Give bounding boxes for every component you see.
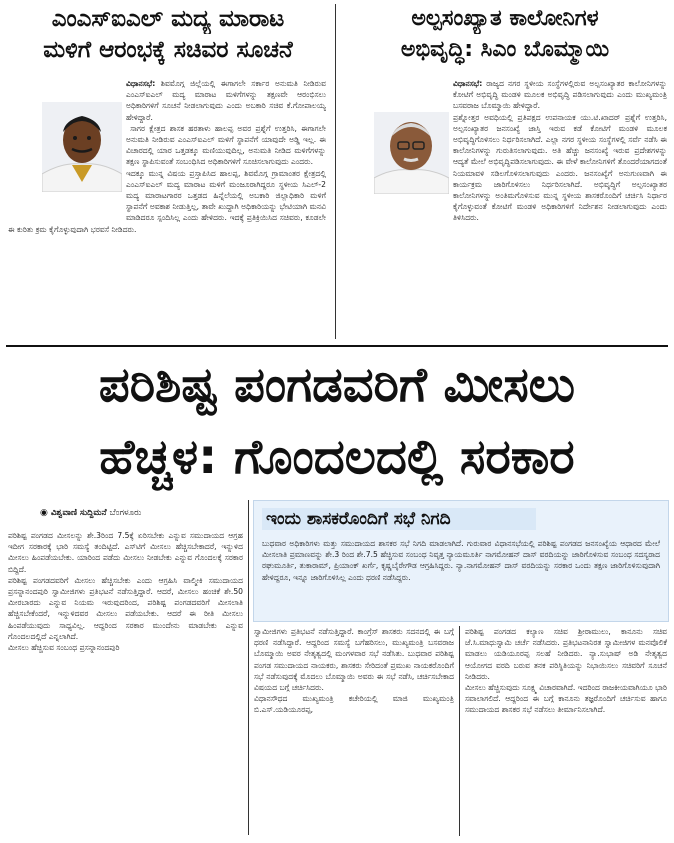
- main-column-divider-2: [459, 626, 460, 836]
- main-headline-line-1: ಪರಿಶಿಷ್ಟ ಪಂಗಡವರಿಗೆ ಮೀಸಲು: [98, 357, 576, 413]
- left-para-2: ಸಾಗರ ಕ್ಷೇತ್ರದ ಶಾಸಕ ಹರತಾಳು ಹಾಲಪ್ಪ ಅವರ ಪ್ರಶ್ನೆಗೆ ಉತ್ತರಿಸಿ, ಈಗಾಗಲೇ ಅನುಮತಿ ನೀಡಿರುವ ಎಂಎಸ್‌ಐಎಲ್ ಮಳಿಗೆ ಸ್ಥಾಪನೆಗೆ ಯಾವುದೇ ಅಡ್ಡಿ ಇಲ್ಲ. ಈ ವಿಚಾರದಲ್ಲಿ ಯಾರ ಒತ್ತಡಕ್ಕೂ ಮಣಿಯುವುದಿಲ್ಲ, ಅನುಮತಿ ನೀಡಿದ ಮಳಿಗೆಗಳನ್ನು ತಕ್ಷಣ ಸ್ಥಾಪಿಸುವಂತೆ ಸಂಬಂಧಿಸಿದ ಅಧಿಕಾರಿಗಳಿಗೆ ಸೂಚಿಸಲಾಗುವುದು ಎಂದರು.: [126, 123, 326, 167]
- right-para-2: ಪ್ರಶ್ನೋತ್ತರ ಅವಧಿಯಲ್ಲಿ ಪ್ರತಿಪಕ್ಷದ ಉಪನಾಯಕ ಯು.ಟಿ.ಖಾದರ್ ಪ್ರಶ್ನೆಗೆ ಉತ್ತರಿಸಿ, ಅಲ್ಪಸಂಖ್ಯಾತರ ಜನಸಂಖ್ಯೆ ಜಾಸ್ತಿ ಇರುವ ಕಡೆ ಕೋಟಿಗೆ ಮಂಡಳಿ ಮೂಲಕ ಅಭಿವೃದ್ಧಿಗೊಳಿಸಲು ನಿರ್ಧರಿಸಲಾಗಿದೆ. ಎಲ್ಲಾ ನಗರ ಸ್ಥಳೀಯ ಸಂಸ್ಥೆಗಳಲ್ಲಿ ಸರ್ವೆ ನಡೆಸಿ ಈ ಕಾಲೋನಿಗಳನ್ನು ಗುರುತಿಸಲಾಗುವುದು. ಅತಿ ಹೆಚ್ಚು ಜನಸಂಖ್ಯೆ ಇರುವ ಪ್ರದೇಶಗಳನ್ನು ಆದ್ಯತೆ ಮೇಲೆ ಅಭಿವೃದ್ಧಿಪಡಿಸಲಾಗುವುದು. ಈ ವೇಳೆ ಕಾಲೋನಿಗಳಿಗೆ ತೊಂದರೆಯಾಗದಂತೆ ನಿಯಮಾವಳಿ ಸಡಿಲಗೊಳಿಸಲಾಗುವುದು ಎಂದರು. ಜನಸಂಖ್ಯೆಗೆ ಅನುಗುಣವಾಗಿ ಈ ಕಾರ್ಯಕ್ರಮ ಜಾರಿಗೊಳಿಸಲು ನಿರ್ಧರಿಸಲಾಗಿದೆ. ಅಭಿವೃದ್ಧಿಗೆ ಅಲ್ಪಸಂಖ್ಯಾತರ ಕಾಲೋನಿಗಳನ್ನು ಅಂತಿಮಗೊಳಿಸುವ ಮುನ್ನ ಸ್ಥಳೀಯ ಶಾಸಕರೊಂದಿಗೆ ಚರ್ಚಿಸಿ ನಿರ್ಧಾರ ಕೈಗೊಳ್ಳುವಂತೆ ಕೋಟಿಗೆ ಮಂಡಳಿ ಅಧಿಕಾರಿಗಳಿಗೆ ನಿರ್ದೇಶನ ನೀಡಲಾಗುವುದು ಎಂದು ತಿಳಿಸಿದರು.: [453, 112, 667, 223]
- sidebar-box-text: ಬುಧವಾರ ಅಧಿಕಾರಿಗಳು ಮತ್ತು ಸಮುದಾಯದ ಶಾಸಕರ ಸಭೆ ನಿಗದಿ ಮಾಡಲಾಗಿದೆ. ಗುರುವಾರ ವಿಧಾನಸಭೆಯಲ್ಲಿ ಪರಿಶಿಷ್ಟ ಪಂಗಡದ ಜನಸಂಖ್ಯೆಯ ಆಧಾರದ ಮೇಲೆ ಮೀಸಲಾತಿ ಪ್ರಮಾಣವನ್ನು ಶೇ.3 ರಿಂದ ಶೇ.7.5 ಹೆಚ್ಚಿಸುವ ಸಂಬಂಧ ನಿವೃತ್ತ ನ್ಯಾಯಮೂರ್ತಿ ನಾಗಮೋಹನ್ ದಾಸ್ ವರದಿಯನ್ನು ಜಾರಿಗೊಳಿಸುವ ಸಂಬಂಧ ಸದಸ್ಯರಾದ ರಘುಮೂರ್ತಿ, ತುಕಾರಾಮ್, ಪ್ರಿಯಾಂಕ್ ಖರ್ಗೆ, ಕೃಷ್ಣಬೈರೇಗೌಡ ಆಗ್ರಹಿಸಿದ್ದರು. ನ್ಯಾ.ನಾಗಮೋಹನ್ ದಾಸ್ ವರದಿಯನ್ನು ಸರಕಾರ ಒಂದು ತಕ್ಷಣ ಜಾರಿಗೊಳಿಸುವುದಾಗಿ ಹೇಳಿದ್ದರೂ, ಇನ್ನೂ ಜಾರಿಗೊಳಿಸಿಲ್ಲ ಎಂದು ಧರಣಿ ನಡೆಸಿದ್ದರು.: [262, 539, 660, 582]
- byline-source: ವಿಶ್ವವಾಣಿ ಸುದ್ದಿಮನೆ: [50, 508, 107, 518]
- main-col3-para-2: ಮೀಸಲು ಹೆಚ್ಚಿಸುವುದು ಸೂಕ್ಷ್ಮ ವಿಚಾರವಾಗಿದೆ. ಇದರಿಂದ ರಾಜಕೀಯವಾಗಿಯೂ ಭಾರಿ ಸವಾಲಾಗಲಿದೆ. ಆದ್ದರಿಂದ ಈ ಬಗ್ಗೆ ಕಾನೂನು ತಜ್ಞರೊಂದಿಗೆ ಚರ್ಚಿಸುವ ಹಾಗೂ ಸಮುದಾಯದ ಶಾಸಕರ ಸಭೆ ನಡೆಸಲು ತೀರ್ಮಾನಿಸಲಾಗಿದೆ.: [465, 683, 667, 715]
- left-dateline: ವಿಧಾನಸಭೆ:: [126, 79, 156, 88]
- right-intro: ರಾಜ್ಯದ ನಗರ ಸ್ಥಳೀಯ ಸಂಸ್ಥೆಗಳಲ್ಲಿರುವ ಅಲ್ಪಸಂಖ್ಯಾತರ ಕಾಲೋನಿಗಳನ್ನು ಕೋಟಿಗೆ ಅಭಿವೃದ್ಧಿ ಮಂಡಳಿ ಮೂಲಕ ಅಭಿವೃದ್ಧಿ ಪಡಿಸಲಾಗುವುದು ಎಂದು ಮುಖ್ಯಮಂತ್ರಿ ಬಸವರಾಜ ಬೊಮ್ಮಾಯಿ ಹೇಳಿದ್ದಾರೆ.: [453, 79, 667, 111]
- main-headline-line-2: ಹೆಚ್ಚಳ: ಗೊಂದಲದಲ್ಲಿ ಸರಕಾರ: [99, 429, 575, 485]
- sidebar-box-title: ಇಂದು ಶಾಸಕರೊಂದಿಗೆ ಸಭೆ ನಿಗದಿ: [262, 508, 536, 530]
- main-col1-para-3: ಮೀಸಲು ಹೆಚ್ಚಿಸುವ ಸಂಬಂಧ ಪ್ರಸನ್ನಾನಂದಪುರಿ: [8, 643, 120, 653]
- left-intro: ಶಿವಮೊಗ್ಗ ಜಿಲ್ಲೆಯಲ್ಲಿ ಈಗಾಗಲೇ ಸರ್ಕಾರ ಅನುಮತಿ ನೀಡಿರುವ ಎಂಎಸ್‌ಐಎಲ್ ಮದ್ಯ ಮಾರಾಟ ಮಳಿಗೆಗಳನ್ನು ತಕ್ಷಣವೇ ಆರಂಭಿಸಲು ಅಧಿಕಾರಿಗಳಿಗೆ ಸೂಚನೆ ನೀಡಲಾಗುವುದು ಎಂದು ಅಬಕಾರಿ ಸಚಿವ ಕೆ.ಗೋಪಾಲಯ್ಯ ಹೇಳಿದ್ದಾರೆ.: [126, 79, 326, 122]
- main-column-divider-1: [248, 500, 249, 835]
- left-headline-line-2: ಮಳಿಗೆ ಆರಂಭಕ್ಕೆ ಸಚಿವರ ಸೂಚನೆ: [43, 37, 293, 63]
- top-column-divider: [335, 4, 336, 339]
- main-col3-para-1: ಪರಿಶಿಷ್ಟ ಪಂಗಡದ ಕಲ್ಯಾಣ ಸಚಿವ ಶ್ರೀರಾಮುಲು, ಕಾನೂನು ಸಚಿವ ಜೆ.ಸಿ.ಮಾಧುಸ್ವಾಮಿ ಚರ್ಚೆ ನಡೆಸಿದರು. ಪ್ರತಿಭಟನಾನಿರತ ಸ್ವಾಮೀಜಿಗಳ ಮನವೊಲಿಕೆ ಮಾಡಲು ಯಡಿಯೂರಪ್ಪ ಸಲಹೆ ನೀಡಿದರು. ನ್ಯಾ.ಸುಭಾಷ್ ಅಡಿ ನೇತೃತ್ವದ ಆಯೋಗದ ವರದಿ ಬರುವ ತನಕ ಪರಿಸ್ಥಿತಿಯನ್ನು ನಿಭಾಯಿಸಲು ಸಚಿವರಿಗೆ ಸೂಚನೆ ನೀಡಿದರು.: [465, 627, 667, 681]
- section-divider: [6, 345, 668, 347]
- left-para-3: ಇದಕ್ಕೂ ಮುನ್ನ ವಿಷಯ ಪ್ರಸ್ತಾಪಿಸಿದ ಹಾಲಪ್ಪ, ಶಿವಮೊಗ್ಗ ಗ್ರಾಮಾಂತರ ಕ್ಷೇತ್ರದಲ್ಲಿ ಎಂಎಸ್‌ಐಎಲ್ ಮದ್ಯ ಮಾರಾಟ ಮಳಿಗೆ ಮಂಜೂರಾಗಿದ್ದರೂ ಸ್ಥಳೀಯ ಸಿಎಲ್-2 ಮದ್ಯ ಮಾರಾಟಗಾರರ ಒತ್ತಡದ ಹಿನ್ನೆಲೆಯಲ್ಲಿ ಅಬಕಾರಿ ಜಿಲ್ಲಾಧಿಕಾರಿ ಮಳಿಗೆ ಸ್ಥಾಪನೆಗೆ ಅವಕಾಶ ನೀಡುತ್ತಿಲ್ಲ, ತಾವೇ ಖುದ್ದಾಗಿ ಅಧಿಕಾರಿಯನ್ನು ಭೇಟಿಯಾಗಿ ಮನವಿ ಮಾಡಿದರೂ ಸ್ಪಂದಿಸಿಲ್ಲ ಎಂದು ಹೇಳಿದರು. ಇದಕ್ಕೆ ಪ್ರತಿಕ್ರಿಯಿಸಿದ ಸಚಿವರು, ಕೂಡಲೇ ಈ ಕುರಿತು ಕ್ರಮ ಕೈಗೊಳ್ಳುವುದಾಗಿ ಭರವಸೆ ನೀಡಿದರು.: [8, 168, 326, 234]
- main-column-3: [465, 626, 667, 836]
- left-story-body: [8, 78, 326, 348]
- main-column-1: [8, 530, 243, 835]
- byline-place: ಬೆಂಗಳೂರು: [109, 508, 142, 518]
- wifi-signal-icon: ◉: [40, 508, 48, 518]
- right-headline-line-2: ಅಭಿವೃದ್ಧಿ: ಸಿಎಂ ಬೊಮ್ಮಾಯಿ: [400, 37, 610, 62]
- main-col2-para-2: ವಿಧಾನಸೌಧದ ಮುಖ್ಯಮಂತ್ರಿ ಕಚೇರಿಯಲ್ಲಿ ಮಾಜಿ ಮುಖ್ಯಮಂತ್ರಿ ಬಿ.ಎಸ್.ಯಡಿಯೂರಪ್ಪ,: [254, 694, 454, 715]
- main-col2-para-1: ಸ್ವಾಮೀಜಿಗಳು ಪ್ರತಿಭಟನೆ ನಡೆಸುತ್ತಿದ್ದಾರೆ. ಕಾಂಗ್ರೆಸ್ ಶಾಸಕರು ಸದನದಲ್ಲಿ ಈ ಬಗ್ಗೆ ಧರಣಿ ನಡೆಸಿದ್ದಾರೆ. ಆದ್ದರಿಂದ ಸಮಸ್ಯೆ ಬಗೆಹರಿಸಲು, ಮುಖ್ಯಮಂತ್ರಿ ಬಸವರಾಜ ಬೊಮ್ಮಾಯಿ ಅವರ ನೇತೃತ್ವದಲ್ಲಿ ಮಂಗಳವಾರ ಸಭೆ ನಡೆಸಿತು. ಬುಧವಾರ ಪರಿಶಿಷ್ಟ ಪಂಗಡ ಸಮುದಾಯದ ನಾಯಕರು, ಶಾಸಕರು ಸೇರಿದಂತೆ ಪ್ರಮುಖ ನಾಯಕರೊಂದಿಗೆ ಸಭೆ ನಡೆಸುವುದಕ್ಕೆ ಮೊದಲು ಬೊಮ್ಮಾಯಿ ಅವರು ಈ ಸಭೆ ನಡೆಸಿ, ಚರ್ಚಿಸಬೇಕಾದ ವಿಷಯದ ಬಗ್ಗೆ ಚರ್ಚಿಸಿದರು.: [254, 627, 454, 693]
- byline: [40, 508, 250, 522]
- left-headline-line-1: ಎಂಎಸ್‌ಐಎಲ್ ಮದ್ಯ ಮಾರಾಟ: [51, 6, 285, 32]
- main-col1-para-1: ಪರಿಶಿಷ್ಟ ಪಂಗಡದ ಮೀಸಲನ್ನು ಶೇ.3ರಿಂದ 7.5ಕ್ಕೆ ಏರಿಸಬೇಕು ಎನ್ನುವ ಸಮುದಾಯದ ಆಗ್ರಹ ಇದೀಗ ಸರಕಾರಕ್ಕೆ ಭಾರಿ ಸಮಸ್ಯೆ ತಂದಿಟ್ಟಿದೆ. ಎಸ್‌ಟಿಗೆ ಮೀಸಲು ಹೆಚ್ಚಿಸಬೇಕಾದರೆ, ಇನ್ನುಳಿದ ಮೀಸಲು ಹಿಂಪಡೆಯಬೇಕು. ಯಾರಿಂದ ಪಡೆದು ಮೀಸಲು ನೀಡಬೇಕು ಎನ್ನುವ ಗೊಂದಲಕ್ಕೆ ಸರಕಾರ ಬಿದ್ದಿದೆ.: [8, 531, 243, 574]
- main-col1-para-2: ಪರಿಶಿಷ್ಟ ಪಂಗಡದವರಿಗೆ ಮೀಸಲು ಹೆಚ್ಚಿಸಬೇಕು ಎಂದು ಆಗ್ರಹಿಸಿ ವಾಲ್ಮೀಕಿ ಸಮುದಾಯದ ಪ್ರಸನ್ನಾನಂದಪುರಿ ಸ್ವಾಮೀಜಿಗಳು ಪ್ರತಿಭಟನೆ ನಡೆಸುತ್ತಿದ್ದಾರೆ. ಆದರೆ, ಮೀಸಲು ಹಂಚಿಕೆ ಶೇ.50 ಮೀರಬಾರದು ಎನ್ನುವ ನಿಯಮ ಇರುವುದರಿಂದ, ಪರಿಶಿಷ್ಟ ಪಂಗಡದವರಿಗೆ ಮೀಸಲಾತಿ ಹೆಚ್ಚಿಸಬೇಕೆಂದರೆ, ಇನ್ನುಳಿದವರ ಮೀಸಲು ಪಡೆಯಬೇಕು. ಆದರೆ ಈ ರೀತಿ ಮೀಸಲು ಹಿಂಪಡೆಯುವುದು ಸಾಧ್ಯವಿಲ್ಲ. ಆದ್ದರಿಂದ ಸರಕಾರ ಮುಂದೇನು ಮಾಡಬೇಕು ಎನ್ನುವ ಗೊಂದಲದಲ್ಲಿದೆ ಎನ್ನಲಾಗಿದೆ.: [8, 575, 243, 641]
- right-story-body: [343, 78, 667, 340]
- right-headline-line-1: ಅಲ್ಪಸಂಖ್ಯಾತ ಕಾಲೋನಿಗಳ: [411, 6, 599, 31]
- main-column-2: [254, 626, 454, 836]
- right-dateline: ವಿಧಾನಸಭೆ:: [453, 79, 483, 88]
